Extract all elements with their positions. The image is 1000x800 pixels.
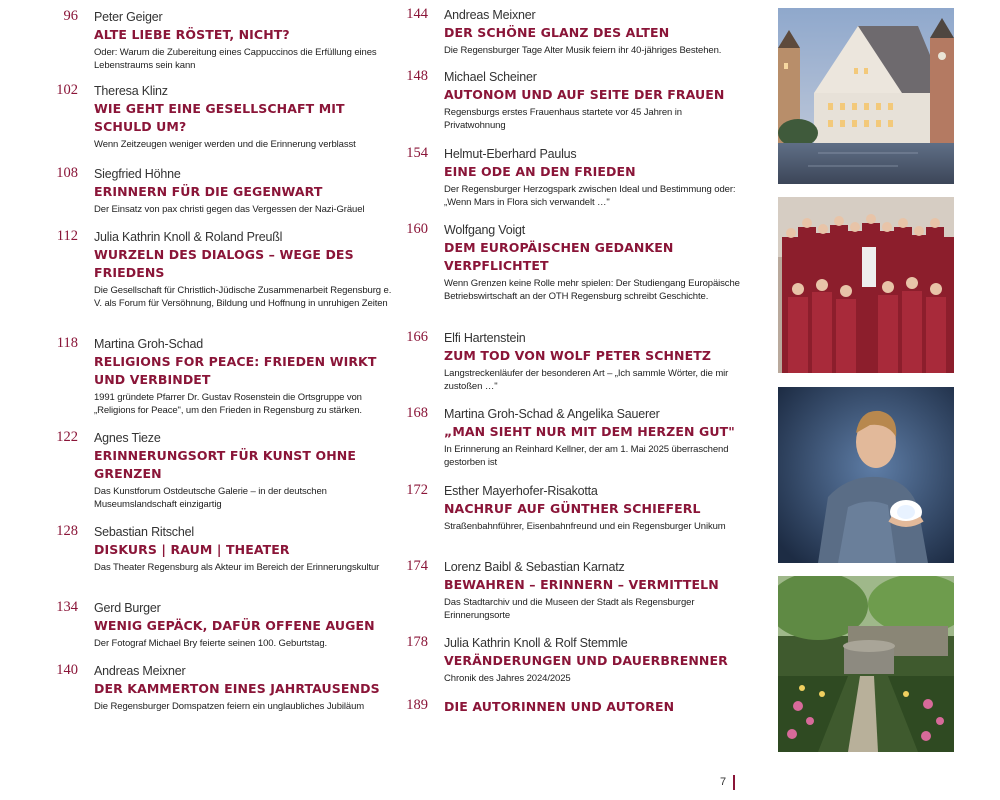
garden-photo (778, 576, 954, 752)
toc-page-number: 134 (56, 599, 78, 615)
toc-author: Agnes Tieze (94, 431, 161, 445)
toc-title[interactable]: VERÄNDERUNGEN UND DAUERBRENNER (444, 653, 728, 668)
toc-author: Gerd Burger (94, 601, 161, 615)
toc-author: Julia Kathrin Knoll & Roland Preußl (94, 230, 283, 244)
toc-author: Andreas Meixner (94, 664, 186, 678)
toc-title[interactable]: EINE ODE AN DEN FRIEDEN (444, 164, 636, 179)
page-number-bar (733, 775, 735, 790)
toc-description: Oder: Warum die Zubereitung eines Cappuccinos die Erfüllung eines Lebenstraums sein kann (94, 47, 377, 71)
toc-description: Das Theater Regensburg als Akteur im Bereich der Erinnerungskultur (94, 562, 380, 573)
toc-description: Der Einsatz von pax christi gegen das Vergessen der Nazi-Gräuel (94, 204, 365, 215)
toc-description: Regensburgs erstes Frauenhaus startete vor 45 Jahren in Privatwohnung (444, 107, 682, 131)
toc-title[interactable]: „MAN SIEHT NUR MIT DEM HERZEN GUT" (444, 424, 735, 439)
toc-description: 1991 gründete Pfarrer Dr. Gustav Rosenstein die Ortsgruppe von „Religions for Peace", um den Frieden in Regensburg zu stärken. (94, 392, 362, 416)
toc-title[interactable]: DIE AUTORINNEN UND AUTOREN (444, 699, 675, 714)
toc-title[interactable]: ZUM TOD VON WOLF PETER SCHNETZ (444, 348, 712, 363)
toc-title[interactable]: RELIGIONS FOR PEACE: FRIEDEN WIRKT UND VERBINDET (94, 354, 377, 387)
toc-author: Esther Mayerhofer-Risakotta (444, 484, 598, 498)
toc-title[interactable]: DER KAMMERTON EINES JAHRTAUSENDS (94, 681, 380, 696)
toc-page-number: 168 (406, 405, 428, 421)
toc-author: Julia Kathrin Knoll & Rolf Stemmle (444, 636, 628, 650)
toc-description: Das Kunstforum Ostdeutsche Galerie – in der deutschen Museumslandschaft einzigartig (94, 486, 327, 510)
toc-description: Wenn Grenzen keine Rolle mehr spielen: Der Studiengang Europäische Betriebswirtschaft an der OTH Regensburg schreibt Geschichte. (444, 278, 740, 302)
toc-description: Straßenbahnführer, Eisenbahnfreund und ein Regensburger Unikum (444, 521, 726, 532)
toc-page-number: 96 (63, 8, 78, 24)
toc-page-number: 112 (56, 228, 78, 244)
toc-page-number: 102 (56, 82, 78, 98)
toc-title[interactable]: WENIG GEPÄCK, DAFÜR OFFENE AUGEN (94, 618, 375, 633)
toc-page-number: 118 (56, 335, 78, 351)
toc-description: Wenn Zeitzeugen weniger werden und die Erinnerung verblasst (94, 139, 356, 150)
toc-page-number: 144 (406, 6, 428, 22)
toc-author: Elfi Hartenstein (444, 331, 526, 345)
toc-title[interactable]: ERINNERN FÜR DIE GEGENWART (94, 184, 323, 199)
toc-title[interactable]: ERINNERUNGSORT FÜR KUNST OHNE GRENZEN (94, 448, 356, 481)
toc-author: Siegfried Höhne (94, 167, 181, 181)
toc-description: Die Regensburger Domspatzen feiern ein unglaubliches Jubiläum (94, 701, 365, 712)
toc-title[interactable]: NACHRUF AUF GÜNTHER SCHIEFERL (444, 501, 701, 516)
toc-page-number: 166 (406, 329, 428, 345)
toc-description: Das Stadtarchiv und die Museen der Stadt als Regensburger Erinnerungsorte (444, 597, 695, 621)
actor-photo (778, 387, 954, 563)
toc-page-number: 172 (406, 482, 428, 498)
toc-page-number: 122 (56, 429, 78, 445)
toc-title[interactable]: DEM EUROPÄISCHEN GEDANKEN VERPFLICHTET (444, 240, 674, 273)
toc-description: Chronik des Jahres 2024/2025 (444, 673, 571, 684)
toc-page-number: 189 (406, 697, 428, 713)
toc-page-number: 140 (56, 662, 78, 678)
toc-author: Helmut-Eberhard Paulus (444, 147, 577, 161)
toc-page-number: 154 (406, 145, 428, 161)
toc-author: Theresa Klinz (94, 84, 168, 98)
toc-page-number: 174 (406, 558, 428, 574)
toc-title[interactable]: AUTONOM UND AUF SEITE DER FRAUEN (444, 87, 725, 102)
toc-author: Sebastian Ritschel (94, 525, 194, 539)
toc-description: Der Regensburger Herzogspark zwischen Ideal und Bestimmung oder: „Wenn Mars in Flora sich verwandelt …" (444, 184, 736, 208)
toc-page-number: 178 (406, 634, 428, 650)
toc-author: Martina Groh-Schad (94, 337, 203, 351)
toc-title[interactable]: DER SCHÖNE GLANZ DES ALTEN (444, 25, 670, 40)
toc-page-number: 148 (406, 68, 428, 84)
toc-author: Andreas Meixner (444, 8, 536, 22)
toc-description: In Erinnerung an Reinhard Kellner, der am 1. Mai 2025 überraschend gestorben ist (444, 444, 729, 468)
toc-title[interactable]: WIE GEHT EINE GESELLSCHAFT MIT SCHULD UM? (94, 101, 345, 134)
toc-author: Lorenz Baibl & Sebastian Karnatz (444, 560, 625, 574)
toc-title[interactable]: DISKURS | RAUM | THEATER (94, 542, 290, 557)
toc-author: Wolfgang Voigt (444, 223, 526, 237)
toc-page-number: 108 (56, 165, 78, 181)
toc-description: Die Gesellschaft für Christlich-Jüdische Zusammenarbeit Regensburg e. V. als Forum für Versöhnung, Bildung und Hoffnung in unruhigen Zeiten (94, 285, 392, 309)
toc-description: Langstreckenläufer der besonderen Art – „Ich sammle Wörter, die mir zustoßen …" (444, 368, 729, 392)
toc-author: Peter Geiger (94, 10, 163, 24)
toc-description: Der Fotograf Michael Bry feierte seinen 100. Geburtstag. (94, 638, 328, 649)
toc-author: Martina Groh-Schad & Angelika Sauerer (444, 407, 660, 421)
toc-page-number: 128 (56, 523, 78, 539)
toc-author: Michael Scheiner (444, 70, 537, 84)
page-number: 7 (720, 776, 727, 788)
toc-title[interactable]: ALTE LIEBE RÖSTET, NICHT? (94, 27, 290, 42)
toc-description: Die Regensburger Tage Alter Musik feiern ihr 40-jähriges Bestehen. (444, 45, 722, 56)
choir-photo (778, 197, 954, 373)
building-photo (778, 8, 954, 184)
toc-title[interactable]: BEWAHREN – ERINNERN – VERMITTELN (444, 577, 719, 592)
toc-title[interactable]: WURZELN DES DIALOGS – WEGE DES FRIEDENS (94, 247, 354, 280)
toc-page-number: 160 (406, 221, 428, 237)
